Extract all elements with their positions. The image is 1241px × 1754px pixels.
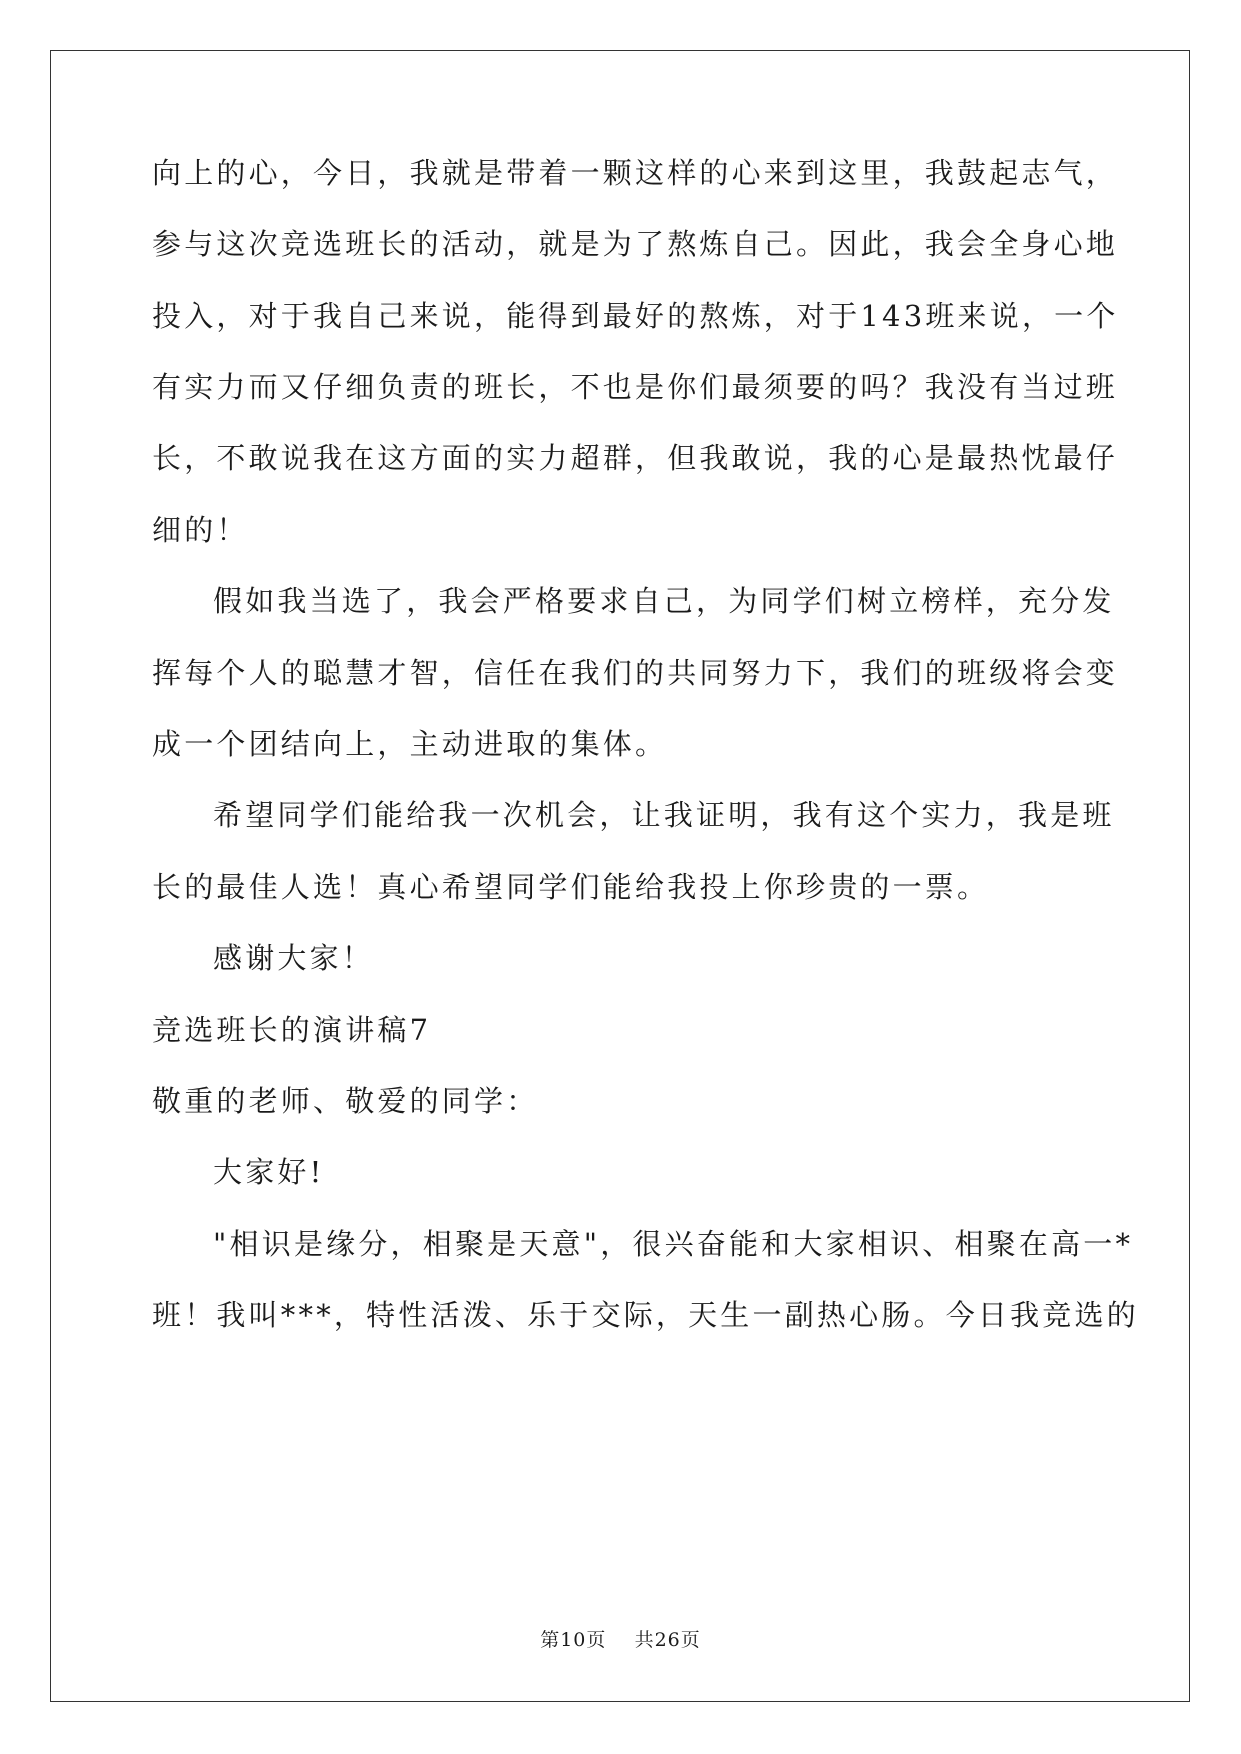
text-line-7: 假如我当选了，我会严格要求自己，为同学们树立榜样，充分发 <box>213 584 1115 618</box>
text-line-5: 长，不敢说我在这方面的实力超群，但我敢说，我的心是最热忱最仔 <box>152 441 1119 475</box>
text-line-16: "相识是缘分，相聚是天意"，很兴奋能和大家相识、相聚在高一* <box>213 1227 1134 1261</box>
text-line-10: 希望同学们能给我一次机会，让我证明，我有这个实力，我是班 <box>213 798 1115 832</box>
page-footer <box>0 1628 1241 1652</box>
text-line-4: 有实力而又仔细负责的班长，不也是你们最须要的吗？我没有当过班 <box>152 370 1119 404</box>
text-line-6: 细的！ <box>152 513 249 547</box>
text-line-1: 向上的心，今日，我就是带着一颗这样的心来到这里，我鼓起志气， <box>152 156 1119 190</box>
text-line-11: 长的最佳人选！真心希望同学们能给我投上你珍贵的一票。 <box>152 870 990 904</box>
text-line-2: 参与这次竞选班长的活动，就是为了熬炼自己。因此，我会全身心地 <box>152 227 1119 261</box>
salutation: 敬重的老师、敬爱的同学： <box>152 1084 539 1118</box>
text-line-9: 成一个团结向上，主动进取的集体。 <box>152 727 668 761</box>
page-number: 第10页 <box>540 1629 607 1651</box>
text-line-8: 挥每个人的聪慧才智，信任在我们的共同努力下，我们的班级将会变 <box>152 656 1119 690</box>
greeting: 大家好! <box>213 1155 325 1189</box>
page-total: 共26页 <box>634 1629 701 1651</box>
text-line-17: 班！我叫***，特性活泼、乐于交际，天生一副热心肠。今日我竞选的 <box>152 1298 1139 1332</box>
text-line-3: 投入，对于我自己来说，能得到最好的熬炼，对于143班来说，一个 <box>152 299 1119 333</box>
section-heading: 竞选班长的演讲稿7 <box>152 1013 432 1047</box>
text-line-12: 感谢大家！ <box>213 941 375 975</box>
